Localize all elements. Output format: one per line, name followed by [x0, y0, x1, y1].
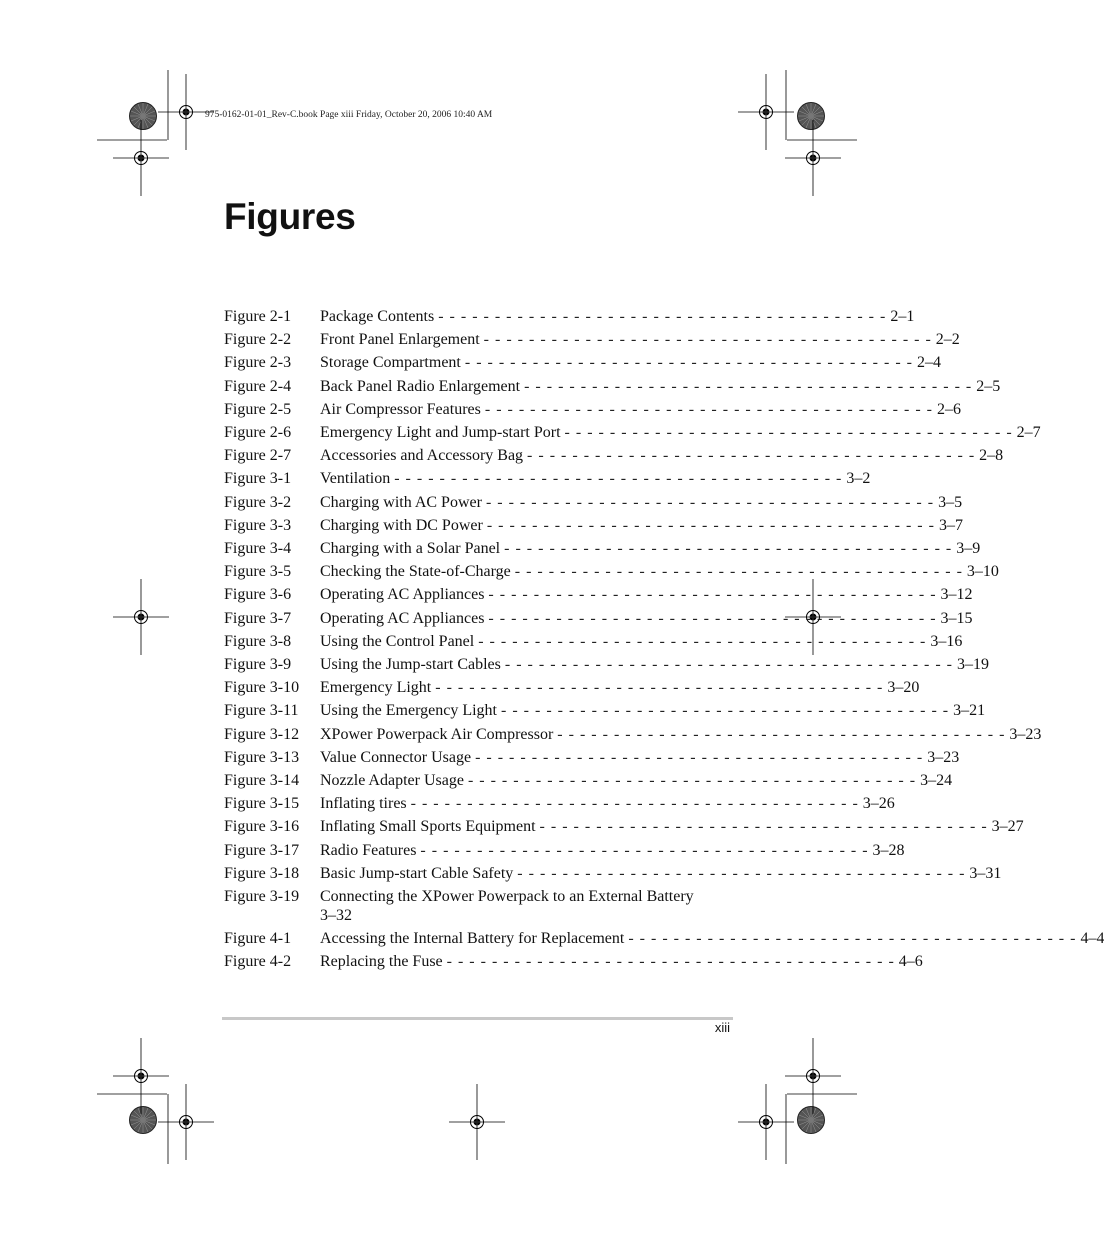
dot-leader: - - - - - - - - - - - - - - - - - - - - - - - - - - - - - - - - - - - - - - - - [394, 470, 843, 488]
figure-entry[interactable] [224, 746, 960, 769]
figure-title: Radio Features [320, 841, 417, 859]
dot-leader: - - - - - - - - - - - - - - - - - - - - - - - - - - - - - - - - - - - - - - - - [464, 354, 913, 372]
page-number: xiii [714, 1020, 730, 1035]
figure-number: Figure 3-15 [224, 795, 300, 813]
figure-page: 3–32 [320, 907, 352, 925]
figure-title: Nozzle Adapter Usage [320, 772, 464, 790]
figure-entry[interactable] [224, 885, 724, 927]
figure-page: 4–4 [1080, 930, 1104, 948]
dot-leader: - - - - - - - - - - - - - - - - - - - - - - - - - - - - - - - - - - - - - - - - [557, 725, 1006, 743]
figure-entry[interactable] [224, 792, 895, 815]
figure-title: XPower Powerpack Air Compressor [320, 725, 554, 743]
figure-entry[interactable] [224, 351, 941, 374]
figure-page: 3–27 [991, 818, 1024, 836]
figure-entry[interactable] [224, 950, 923, 973]
figure-title: Charging with DC Power [320, 516, 483, 534]
figure-entry[interactable] [224, 723, 1042, 746]
figure-entry[interactable] [224, 699, 986, 722]
figure-number: Figure 2-2 [224, 331, 292, 349]
page-title: Figures [224, 196, 356, 237]
figure-title: Charging with AC Power [320, 493, 482, 511]
figure-title: Using the Control Panel [320, 632, 475, 650]
dot-leader: - - - - - - - - - - - - - - - - - - - - - - - - - - - - - - - - - - - - - - - - [485, 493, 935, 511]
figure-page: 3–10 [966, 563, 999, 581]
figure-title: Accessing the Internal Battery for Replacement [320, 930, 625, 948]
figure-title: Emergency Light [320, 679, 432, 697]
figure-page: 2–4 [916, 354, 941, 372]
dot-leader: - - - - - - - - - - - - - - - - - - - - - - - - - - - - - - - - - - - - - - - - [467, 772, 917, 790]
figure-page: 3–7 [938, 516, 963, 534]
figure-page: 4–6 [898, 953, 923, 971]
figure-page: 3–24 [920, 772, 953, 790]
figure-number: Figure 2-3 [224, 354, 292, 372]
figure-page: 3–20 [887, 679, 920, 697]
figure-title: Package Contents [320, 308, 435, 325]
dot-leader: - - - - - - - - - - - - - - - - - - - - - - - - - - - - - - - - - - - - - - - - [446, 953, 895, 971]
figure-number: Figure 2-7 [224, 447, 292, 465]
figure-number: Figure 4-2 [224, 953, 292, 971]
figure-number: Figure 2-4 [224, 377, 292, 395]
figure-title: Connecting the XPower Powerpack to an External Battery [320, 888, 694, 906]
figure-title: Back Panel Radio Enlargement [320, 377, 521, 395]
print-header: 975-0162-01-01_Rev-C.book Page xiii Friday, October 20, 2006 10:40 AM [205, 110, 493, 120]
footer-rule [222, 1017, 733, 1020]
dot-leader: - - - - - - - - - - - - - - - - - - - - - - - - - - - - - - - - - - - - - - - - [410, 795, 859, 813]
figure-title: Inflating tires [320, 795, 407, 813]
figure-title: Replacing the Fuse [320, 953, 443, 971]
figure-page: 2–2 [935, 331, 960, 349]
figure-page: 3–28 [872, 841, 905, 859]
figure-entry[interactable] [224, 398, 961, 421]
dot-leader: - - - - - - - - - - - - - - - - - - - - - - - - - - - - - - - - - - - - - - - - [486, 516, 935, 534]
dot-leader: - - - - - - - - - - - - - - - - - - - - - - - - - - - - - - - - - - - - - - - - [420, 841, 869, 859]
dot-leader: - - - - - - - - - - - - - - - - - - - - - - - - - - - - - - - - - - - - - - - - [527, 447, 976, 465]
figure-number: Figure 3-2 [224, 493, 292, 511]
figure-number: Figure 3-5 [224, 563, 292, 581]
dot-leader: - - - - - - - - - - - - - - - - - - - - - - - - - - - - - - - - - - - - - - - - [524, 377, 973, 395]
figure-title: Operating AC Appliances [320, 609, 485, 627]
figure-number: Figure 4-1 [224, 930, 292, 948]
dot-leader: - - - - - - - - - - - - - - - - - - - - - - - - - - - - - - - - - - - - - - - - [478, 632, 927, 650]
figure-entry[interactable] [224, 375, 1001, 398]
figure-number: Figure 3-7 [224, 609, 292, 627]
figure-number: Figure 3-16 [224, 818, 300, 836]
figure-number: Figure 2-6 [224, 424, 292, 442]
figure-number: Figure 3-8 [224, 632, 292, 650]
dot-leader: - - - - - - - - - - - - - - - - - - - - - - - - - - - - - - - - - - - - - - - - [438, 308, 887, 325]
figure-entry[interactable] [224, 769, 953, 792]
figure-page: 3–5 [938, 493, 963, 511]
figure-number: Figure 3-12 [224, 725, 300, 743]
figure-title: Air Compressor Features [320, 400, 481, 418]
figure-number: Figure 3-6 [224, 586, 292, 604]
figure-page: 3–16 [930, 632, 963, 650]
figure-number: Figure 3-1 [224, 470, 292, 488]
figure-entry[interactable] [224, 839, 905, 862]
figure-entry[interactable] [224, 560, 999, 583]
figure-title: Using the Jump-start Cables [320, 656, 501, 674]
figure-number: Figure 2-1 [224, 308, 292, 325]
figure-page: 3–23 [1009, 725, 1042, 743]
figure-page: 3–26 [862, 795, 895, 813]
figure-entry[interactable] [224, 583, 973, 606]
figure-number: Figure 3-18 [224, 864, 300, 882]
figure-page: 3–15 [940, 609, 973, 627]
figure-entry[interactable] [224, 491, 963, 514]
figure-entry[interactable] [224, 862, 1002, 885]
figure-number: Figure 3-19 [224, 888, 300, 906]
figure-title: Inflating Small Sports Equipment [320, 818, 536, 836]
figure-page: 2–5 [976, 377, 1001, 395]
figure-title: Emergency Light and Jump-start Port [320, 424, 561, 442]
figure-page: 3–2 [846, 470, 871, 488]
figure-number: Figure 3-11 [224, 702, 299, 720]
figure-entry[interactable] [224, 630, 963, 653]
figure-number: Figure 3-10 [224, 679, 300, 697]
figure-number: Figure 3-9 [224, 656, 292, 674]
figure-number: Figure 3-14 [224, 772, 300, 790]
figure-title: Accessories and Accessory Bag [320, 447, 524, 465]
dot-leader: - - - - - - - - - - - - - - - - - - - - - - - - - - - - - - - - - - - - - - - - [484, 400, 933, 418]
dot-leader: - - - - - - - - - - - - - - - - - - - - - - - - - - - - - - - - - - - - - - - - [501, 702, 950, 720]
figure-entry[interactable] [224, 607, 973, 630]
figure-title: Storage Compartment [320, 354, 461, 372]
figure-entry[interactable] [224, 676, 920, 699]
figure-page: 2–1 [890, 308, 915, 325]
figure-title: Ventilation [320, 470, 391, 488]
figures-list [224, 305, 1104, 973]
dot-leader: - - - - - - - - - - - - - - - - - - - - - - - - - - - - - - - - - - - - - - - - [475, 748, 924, 766]
figure-number: Figure 3-3 [224, 516, 292, 534]
figure-number: Figure 3-17 [224, 841, 300, 859]
dot-leader: - - - - - - - - - - - - - - - - - - - - - - - - - - - - - - - - - - - - - - - - [483, 331, 932, 349]
figure-entry[interactable] [224, 421, 1041, 444]
dot-leader: - - - - - - - - - - - - - - - - - - - - - - - - - - - - - - - - - - - - - - - - [488, 586, 937, 604]
figure-title: Using the Emergency Light [320, 702, 497, 720]
dot-leader: - - - - - - - - - - - - - - - - - - - - - - - - - - - - - - - - - - - - - - - - [539, 818, 988, 836]
figure-page: 2–6 [936, 400, 961, 418]
dot-leader: - - - - - - - - - - - - - - - - - - - - - - - - - - - - - - - - - - - - - - - - [435, 679, 884, 697]
dot-leader: - - - - - - - - - - - - - - - - - - - - - - - - - - - - - - - - - - - - - - - - [564, 424, 1013, 442]
dot-leader: - - - - - - - - - - - - - - - - - - - - - - - - - - - - - - - - - - - - - - - - [488, 609, 937, 627]
figure-page: 3–19 [957, 656, 989, 674]
figure-entry[interactable] [224, 305, 915, 328]
figure-entry[interactable] [224, 927, 1104, 950]
figure-page: 3–12 [940, 586, 973, 604]
figure-number: Figure 3-4 [224, 540, 292, 558]
figure-entry[interactable] [224, 467, 871, 490]
dot-leader: - - - - - - - - - - - - - - - - - - - - - - - - - - - - - - - - - - - - - - - - [517, 864, 966, 882]
figure-page: 3–21 [953, 702, 986, 720]
figure-title: Basic Jump-start Cable Safety [320, 864, 514, 882]
figure-title: Charging with a Solar Panel [320, 540, 501, 558]
figure-entry[interactable] [224, 444, 1004, 467]
dot-leader: - - - - - - - - - - - - - - - - - - - - - - - - - - - - - - - - - - - - - - - - [514, 563, 963, 581]
figure-entry[interactable] [224, 537, 981, 560]
figure-page: 3–9 [956, 540, 981, 558]
figure-number: Figure 2-5 [224, 400, 292, 418]
figure-title: Front Panel Enlargement [320, 331, 480, 349]
figure-entry[interactable] [224, 653, 989, 676]
figure-title: Checking the State-of-Charge [320, 563, 511, 581]
figure-page: 3–23 [927, 748, 960, 766]
dot-leader: - - - - - - - - - - - - - - - - - - - - - - - - - - - - - - - - - - - - - - - - [504, 540, 953, 558]
figure-entry[interactable] [224, 514, 963, 537]
figure-title: Operating AC Appliances [320, 586, 485, 604]
figure-entry[interactable] [224, 328, 960, 351]
figure-entry[interactable] [224, 815, 1024, 838]
dot-leader: - - - - - - - - - - - - - - - - - - - - - - - - - - - - - - - - - - - - - - - - [504, 656, 953, 674]
figure-page: 2–7 [1016, 424, 1041, 442]
figure-title: Value Connector Usage [320, 748, 472, 766]
figure-number: Figure 3-13 [224, 748, 300, 766]
dot-leader: - - - - - - - - - - - - - - - - - - - - - - - - - - - - - - - - - - - - - - - - [628, 930, 1077, 948]
figure-page: 3–31 [969, 864, 1002, 882]
figure-page: 2–8 [979, 447, 1004, 465]
